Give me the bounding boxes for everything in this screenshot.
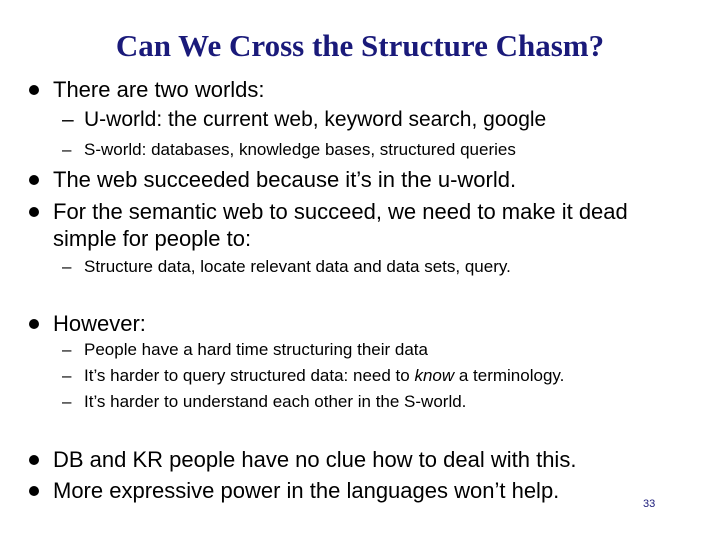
bullet-text: There are two worlds: xyxy=(53,77,265,102)
bullet-line-1: For the semantic web to succeed, we need to make it dead xyxy=(53,199,628,224)
sub-bullet-text: People have a hard time structuring their data xyxy=(84,340,428,359)
text-part: a terminology. xyxy=(454,366,565,385)
dash-marker: – xyxy=(62,340,72,359)
bullet-line-2: simple for people to: xyxy=(53,226,252,251)
slide-title: Can We Cross the Structure Chasm? xyxy=(115,28,605,63)
sub-bullet-text: Structure data, locate relevant data and data sets, query. xyxy=(84,257,511,276)
bullet-dot xyxy=(29,85,39,95)
bullet-dot xyxy=(29,486,39,496)
sub-bullet-text: It’s harder to understand each other in the S-world. xyxy=(84,392,467,411)
bullet-text: However: xyxy=(53,311,146,336)
bullet-text xyxy=(53,198,693,252)
sub-bullet-text: S-world: databases, knowledge bases, structured queries xyxy=(84,140,516,159)
dash-marker: – xyxy=(62,257,72,276)
dash-marker: – xyxy=(62,366,72,385)
dash-marker: – xyxy=(62,108,74,131)
bullet-text: DB and KR people have no clue how to deal with this. xyxy=(53,447,577,472)
bullet-dot xyxy=(29,175,39,185)
bullet-dot xyxy=(29,207,39,217)
bullet-dot xyxy=(29,319,39,329)
bullet-text: More expressive power in the languages won’t help. xyxy=(53,478,560,503)
sub-bullet-text: U-world: the current web, keyword search, google xyxy=(84,108,547,131)
text-part: It’s harder to query structured data: need to xyxy=(84,366,415,385)
sub-bullet-text xyxy=(84,364,564,388)
bullet-text: The web succeeded because it’s in the u-world. xyxy=(53,167,517,192)
page-number: 33 xyxy=(643,498,656,510)
dash-marker: – xyxy=(62,140,72,159)
emphasis-know: know xyxy=(414,366,455,385)
bullet-dot xyxy=(29,455,39,465)
dash-marker: – xyxy=(62,392,72,411)
